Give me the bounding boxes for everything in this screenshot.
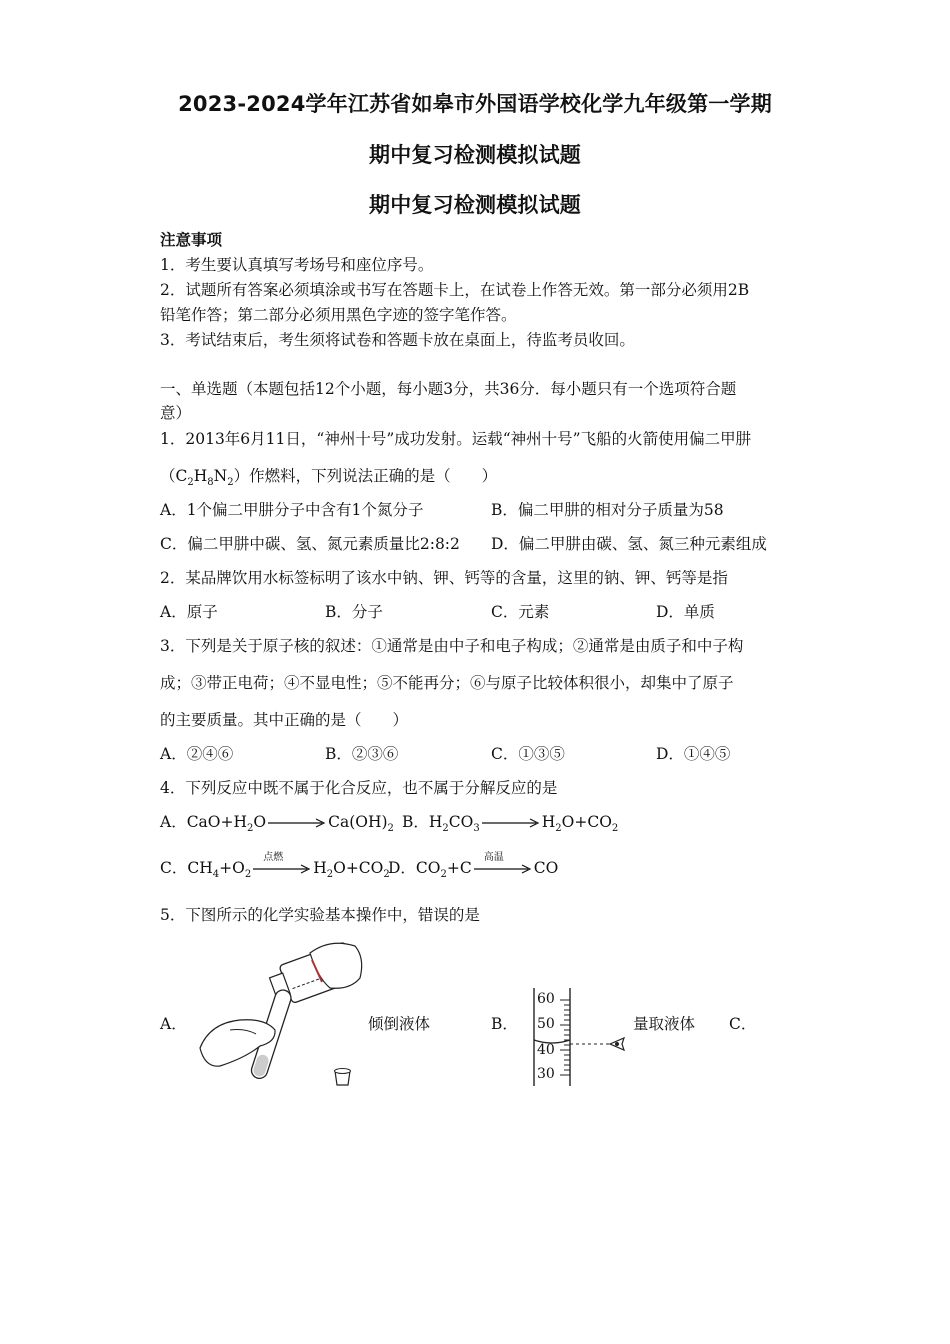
q4-option-d bbox=[388, 852, 559, 881]
q4-a-reactant: A．CaO+H bbox=[160, 813, 248, 831]
exam-title-line1: 2023-2024学年江苏省如皋市外国语学校化学九年级第一学期 bbox=[178, 92, 772, 116]
q2-option-b: B．分子 bbox=[325, 603, 383, 621]
q4-b-sub2: 3 bbox=[473, 823, 480, 835]
exam-title-line3: 期中复习检测模拟试题 bbox=[369, 193, 581, 217]
q4-d-sub1: 2 bbox=[440, 869, 447, 881]
q4-b-product: H bbox=[541, 813, 556, 831]
q1-option-a: A．1个偏二甲肼分子中含有1个氮分子 bbox=[160, 501, 424, 519]
pouring-liquid-figure bbox=[190, 938, 370, 1090]
q4-b-sub1: 2 bbox=[442, 823, 449, 835]
q1-stem-post: ）作燃料，下列说法正确的是（ ） bbox=[233, 467, 498, 485]
q1-sub-n: 2 bbox=[227, 477, 234, 489]
q4-d-mid: +C bbox=[446, 859, 472, 877]
cylinder-mark-60: 60 bbox=[537, 991, 555, 1007]
exam-title-line2: 期中复习检测模拟试题 bbox=[369, 143, 581, 167]
q1-formula-n: N bbox=[213, 467, 228, 485]
cylinder-mark-50: 50 bbox=[537, 1016, 555, 1032]
q4-c-sub2: 2 bbox=[244, 869, 252, 881]
q4-d-condition: 高温 bbox=[483, 852, 504, 863]
q1-stem-b bbox=[160, 464, 497, 488]
q4-a-mid: O bbox=[253, 813, 267, 831]
q3-option-b: B．②③⑥ bbox=[325, 745, 399, 763]
q4-c-sub4: 2 bbox=[383, 869, 390, 881]
q4-b-sub3: 2 bbox=[555, 823, 562, 835]
q2-option-a: A．原子 bbox=[160, 603, 218, 621]
q5-option-c: C． bbox=[729, 1015, 757, 1033]
q4-b-reactant: B．H bbox=[402, 813, 443, 831]
q4-b-mid: CO bbox=[448, 813, 474, 831]
q1-formula-pre: （C bbox=[160, 467, 188, 485]
notice-item-3: 3．考试结束后，考生须将试卷和答题卡放在桌面上，待监考员收回。 bbox=[160, 331, 635, 349]
notice-item-2a: 2．试题所有答案必须填涂或书写在答题卡上，在试卷上作答无效。第一部分必须用2B bbox=[160, 281, 750, 299]
cylinder-mark-30: 30 bbox=[537, 1066, 555, 1082]
q5-stem: 5．下图所示的化学实验基本操作中，错误的是 bbox=[160, 906, 480, 924]
q3-stem-a: 3．下列是关于原子核的叙述：①通常是由中子和电子构成；②通常是由质子和中子构 bbox=[160, 637, 744, 655]
q3-option-c: C．①③⑤ bbox=[491, 745, 565, 763]
q4-option-a bbox=[160, 810, 394, 834]
q2-stem: 2．某品牌饮用水标签标明了该水中钠、钾、钙等的含量，这里的钠、钾、钙等是指 bbox=[160, 569, 728, 587]
notice-item-2b: 铅笔作答；第二部分必须用黑色字迹的签字笔作答。 bbox=[160, 306, 517, 324]
q4-a-sub2: 2 bbox=[387, 823, 394, 835]
q4-c-product: H bbox=[313, 859, 327, 877]
section-heading-a: 一、单选题（本题包括12个小题，每小题3分，共36分．每小题只有一个选项符合题 bbox=[160, 380, 737, 398]
q3-option-d: D．①④⑤ bbox=[656, 745, 731, 763]
q1-option-d: D．偏二甲肼由碳、氢、氮三种元素组成 bbox=[491, 535, 767, 553]
q4-c-sub1: 4 bbox=[212, 869, 220, 881]
q4-d-product: CO bbox=[533, 859, 559, 877]
q4-a-sub1: 2 bbox=[247, 823, 254, 835]
q5-caption-b: 量取液体 bbox=[633, 1015, 696, 1033]
q4-c-product2: O+CO bbox=[333, 859, 384, 877]
reaction-arrow-icon bbox=[482, 816, 540, 830]
q1-sub-c: 2 bbox=[187, 477, 194, 489]
q1-sub-h: 8 bbox=[207, 477, 214, 489]
measuring-cylinder-figure bbox=[532, 988, 632, 1088]
q4-a-product: Ca(OH) bbox=[328, 813, 388, 831]
reaction-arrow-icon bbox=[474, 852, 532, 876]
notice-item-1: 1．考生要认真填写考场号和座位序号。 bbox=[160, 256, 434, 274]
q4-option-c bbox=[160, 852, 390, 881]
q1-formula-h: H bbox=[193, 467, 208, 485]
q4-d-reactant: D．CO bbox=[388, 859, 441, 877]
q4-c-sub3: 2 bbox=[326, 869, 334, 881]
q3-stem-b: 成；③带正电荷；④不显电性；⑤不能再分；⑥与原子比较体积很小，却集中了原子 bbox=[160, 674, 734, 692]
q1-option-c: C．偏二甲肼中碳、氢、氮元素质量比2:8:2 bbox=[160, 535, 460, 553]
reaction-arrow-icon bbox=[268, 816, 326, 830]
cylinder-mark-40: 40 bbox=[537, 1042, 555, 1058]
q2-option-c: C．元素 bbox=[491, 603, 550, 621]
eye-icon bbox=[608, 1036, 628, 1052]
q4-c-condition: 点燃 bbox=[263, 852, 284, 863]
q2-option-d: D．单质 bbox=[656, 603, 715, 621]
notice-heading: 注意事项 bbox=[160, 230, 223, 249]
q1-option-b: B．偏二甲肼的相对分子质量为58 bbox=[491, 501, 724, 519]
q3-option-a: A．②④⑥ bbox=[160, 745, 234, 763]
section-heading-b: 意） bbox=[160, 404, 192, 422]
q5-option-b: B． bbox=[491, 1015, 518, 1033]
q4-c-mid: +O bbox=[219, 859, 245, 877]
q4-c-reactant: C．CH bbox=[160, 859, 213, 877]
q4-stem: 4．下列反应中既不属于化合反应，也不属于分解反应的是 bbox=[160, 779, 558, 797]
q5-caption-a: 倾倒液体 bbox=[368, 1015, 431, 1033]
q4-b-product2: O+CO bbox=[561, 813, 612, 831]
q3-stem-c: 的主要质量。其中正确的是（ ） bbox=[160, 711, 409, 729]
q5-option-a: A． bbox=[160, 1015, 187, 1033]
q4-b-sub4: 2 bbox=[611, 823, 619, 835]
q1-stem-a: 1．2013年6月11日，“神州十号”成功发射。运载“神州十号”飞船的火箭使用偏二甲肼 bbox=[160, 430, 752, 448]
q4-option-b bbox=[402, 810, 618, 834]
reaction-arrow-icon bbox=[253, 852, 311, 876]
